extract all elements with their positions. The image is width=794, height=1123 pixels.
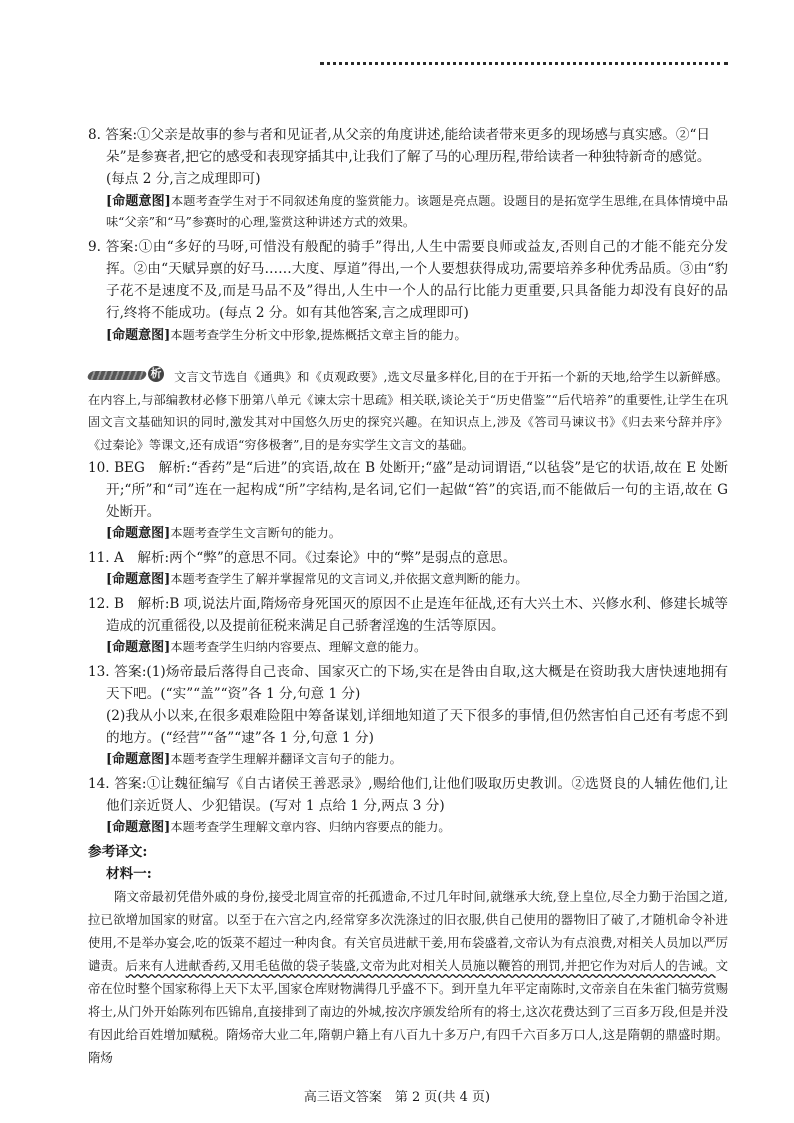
q11-answer: 11. A 解析:两个“弊”的意思不同。《过秦论》中的“弊”是弱点的意思。 [88,549,517,566]
q8-line3: (每点 2 分,言之成理即可) [106,171,261,188]
intent-text: 本题考查学生理解文章内容、归纳内容要点的能力。 [170,820,451,835]
q9-answer: 9. 答案:①由“多好的马呀,可惜没有般配的骑手”得出,人生中需要良师或益友,否则自己的才能不能充分发挥。②由“天赋异禀的好马……大度、厚道”得出,一个人要想获得成功,需要培养多种优秀品质。③由“豹子花不是速度不及,而是马品不及”得出,人生中一个人的品行比能力更重要,只具备能力却没有良好的品行,终将不能成功。(每点 2 分。如有其他答案,言之成理即可) [88,238,728,322]
header-rule [320,62,728,69]
intent-text: 本题考查学生归纳内容要点、理解文意的能力。 [170,639,427,654]
q8-line1: 8. 答案:①父亲是故事的参与者和见证者,从父亲的角度讲述,能给读者带来更多的现场感与真实感。②“日 [88,127,710,143]
q13-answer-part1: 13. 答案:(1)炀帝最后落得自己丧命、国家灭亡的下场,实在是咎由自取,这大概是在资助我大唐快速地拥有天下吧。(“实”“盖”“资”各 1 分,句意 1 分) [88,663,728,702]
analysis-paragraph [88,366,728,456]
translation-subheading: 材料一: [106,866,152,883]
intent-text: 本题考查学生文言断句的能力。 [170,526,341,541]
q14-answer: 14. 答案:①让魏征编写《自古诸侯王善恶录》,赐给他们,让他们吸取历史教训。②选贤良的人辅佐他们,让他们亲近贤人、少犯错误。(写对 1 点给 1 分,两点 3 分) [88,775,728,815]
intent-text: 本题考查学生分析文中形象,提炼概括文章主旨的能力。 [170,327,467,342]
intent-tag: [命题意图] [106,193,171,209]
q8-intent [102,191,728,234]
intent-text: 本题考查学生理解并翻译文言句子的能力。 [170,752,402,767]
translation-text-b: 文帝在位时整个国家称得上天下太平,国家仓库财物满得几乎盛不下。到开皇九年平定南陈时,文帝亲自在朱雀门犒劳赏赐将士,从门外开始陈列布匹锦帛,直接排到了南边的外城,按次序颁发给所有的将士,这次花费达到了三百多万段,但是并没有因此给百姓增加赋税。隋炀帝大业二年,隋朝户籍上有八百九十多万户,有四千六百多万口人,这是隋朝的鼎盛时期。隋炀 [88,958,728,1066]
q12-answer: 12. B 解析:B 项,说法片面,隋炀帝身死国灭的原因不止是连年征战,还有大兴土木、兴修水利、修建长城等造成的沉重徭役,以及提前征税来满足自己骄奢淫逸的生活等原因。 [88,595,728,634]
q11-intent [102,569,728,591]
intent-tag: [命题意图] [106,639,171,655]
q13-answer-part2: (2)我从小以来,在很多艰难险阻中筹备谋划,详细地知道了天下很多的事情,但仍然害怕自己还有考虑不到的地方。(“经营”“备”“逮”各 1 分,句意 1 分) [106,707,728,747]
q13-intent [102,749,728,771]
translation-heading: 参考译文: [88,843,148,860]
q8-line2: 朵”是参赛者,把它的感受和表现穿插其中,让我们了解了马的心理历程,带给读者一种独特新奇的感觉。 [106,149,711,166]
translation-wavy-text: 后来有人进献香药,又用毛毡做的袋子装盛,文帝为此对相关人员施以鞭笞的刑罚,并把它作为对后人的告诫。 [125,958,716,974]
intent-text: 本题考查学生了解并掌握常见的文言词义,并依据文意判断的能力。 [170,571,528,586]
translation-text-a: 隋文帝最初凭借外戚的身份,接受北周宣帝的托孤遗命,不过几年时间,就继承大统,登上皇位,尽全力勤于治国之道,拉已欲增加国家的财富。以至于在六宫之内,经常穿多次洗涤过的旧衣服,供自己使用的器物旧了破了,才随机命令补进使用,不是举办宴会,吃的饭菜不超过一种肉食。有关官员进献干姜,用布袋盛着,文帝认为有点浪费,对相关人员加以严厉谴责。 [88,889,728,974]
analysis-logo-icon: 析 [88,366,166,384]
intent-tag: [命题意图] [106,571,171,587]
q9-intent [102,325,728,347]
intent-tag: [命题意图] [106,820,171,836]
analysis-text: 文言文节选自《通典》和《贞观政要》,选文尽量多样化,目的在于开拓一个新的天地,给学生以新鲜感。在内容上,与部编教材必修下册第八单元《谏太宗十思疏》相关联,谈论关于“历史借鉴”“后代培养”的重要性,让学生在巩固文言文基础知识的同时,激发其对中国悠久历史的探究兴趣。在知识点上,涉及《答司马谏议书》《归去来兮辞并序》《过秦论》等课文,还有成语“穷侈极奢”,目的是夯实学生文言文的基础。 [88,370,728,452]
intent-tag: [命题意图] [106,752,171,768]
q10-intent [102,523,728,545]
answer-page [88,124,728,1069]
q10-answer: 10. BEG 解析:“香药”是“后进”的宾语,故在 B 处断开;“盛”是动词谓语,“以毡袋”是它的状语,故在 E 处断开;“所”和“司”连在一起构成“所”字结构,是名词,它们一起做“笞”的宾语,而不能做后一句的主语,故在 G 处断开。 [88,459,728,520]
intent-tag: [命题意图] [106,327,171,343]
page-footer: 高三语文答案 第 2 页(共 4 页) [303,1090,491,1105]
q12-intent [102,637,728,659]
translation-body [88,885,728,1069]
intent-tag: [命题意图] [106,526,171,542]
intent-text: 本题考查学生对于不同叙述角度的鉴赏能力。该题是亮点题。设题目的是拓宽学生思维,在具体情境中品味“父亲”和“马”参赛时的心理,鉴赏这种讲述方式的效果。 [106,193,729,230]
q14-intent [102,817,728,839]
